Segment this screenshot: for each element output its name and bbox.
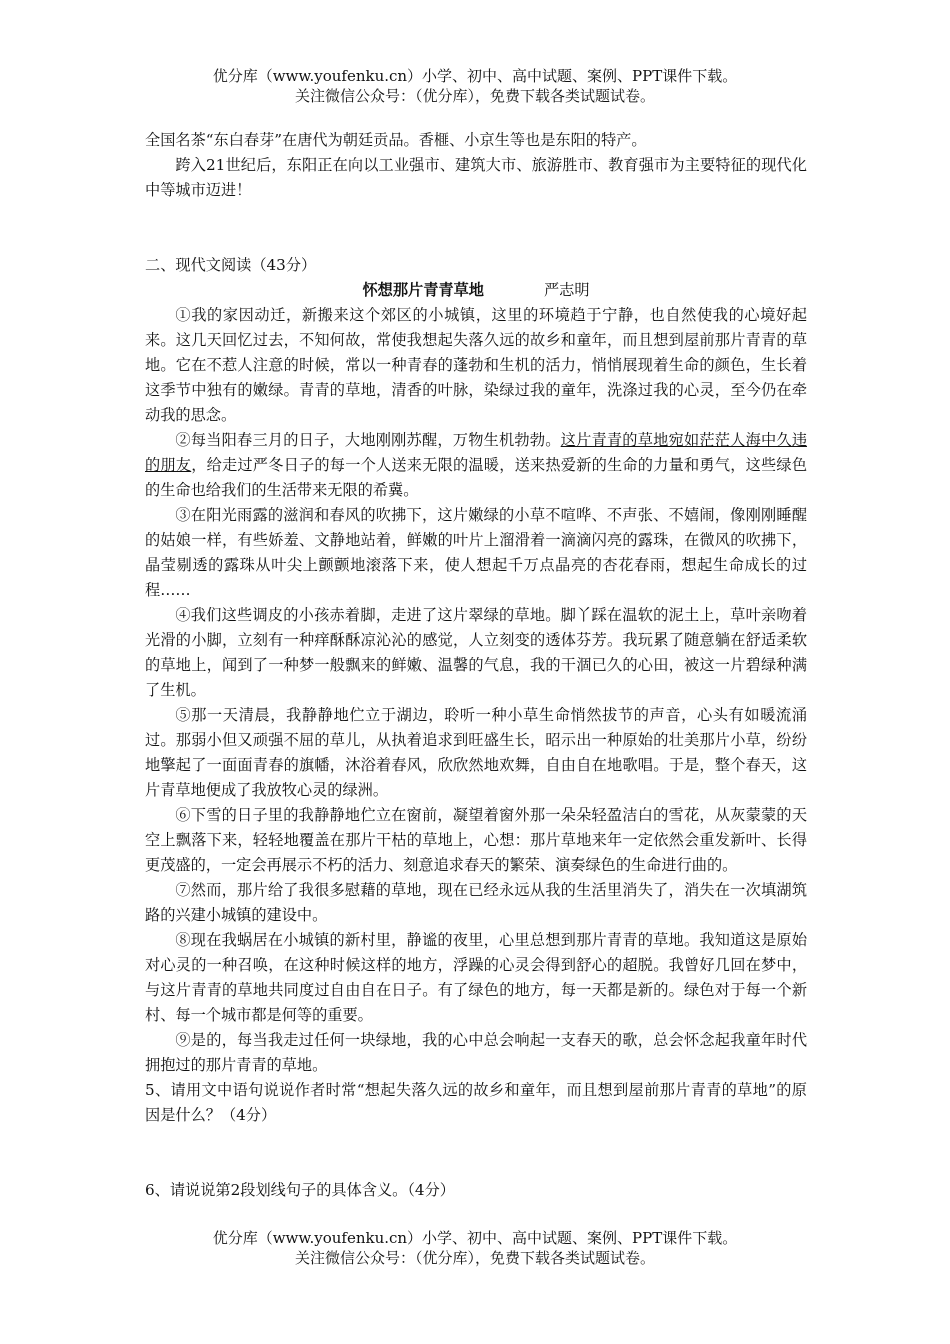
footer-line-1: 优分库（www.youfenku.cn）小学、初中、高中试题、案例、PPT课件下载。 xyxy=(212,1229,738,1247)
header-line-2: 关注微信公众号：（优分库），免费下载各类试题试卷。 xyxy=(294,87,655,105)
article-paragraph-9: ⑨是的，每当我走过任何一块绿地，我的心中总会响起一支春天的歌，总会怀念起我童年时代拥抱过的那片青青的草地。 xyxy=(145,1031,807,1074)
paragraph-2-text-rest: ，给走过严冬日子的每一个人送来无限的温暖，送来热爱新的生命的力量和勇气，这些绿色的生命也给我们的生活带来无限的希冀。 xyxy=(145,456,808,499)
footer-line-2: 关注微信公众号：（优分库），免费下载各类试题试卷。 xyxy=(294,1249,655,1267)
header-line-1: 优分库（www.youfenku.cn）小学、初中、高中试题、案例、PPT课件下载。 xyxy=(212,67,738,85)
page-header xyxy=(0,66,950,106)
article-title-row xyxy=(145,278,807,303)
article-paragraph-1: ①我的家因动迁，新搬来这个郊区的小城镇，这里的环境趋于宁静，也自然使我的心境好起来。这几天回忆过去，不知何故，常使我想起失落久远的故乡和童年，而且想到屋前那片青青的草地。它在不惹人注意的时候，常以一种青春的蓬勃和生机的活力，悄悄展现着生命的颜色，生长着这季节中独有的嫩绿。青青的草地，清香的叶脉，染绿过我的童年，洗涤过我的心灵，至今仍在牵动我的思念。 xyxy=(145,306,807,424)
question-5: 5、请用文中语句说说作者时常“想起失落久远的故乡和童年，而且想到屋前那片青青的草地”的原因是什么？（4分） xyxy=(145,1081,807,1124)
question-6: 6、请说说第2段划线句子的具体含义。（4分） xyxy=(145,1181,455,1199)
article-paragraph-2 xyxy=(145,428,807,503)
section-heading: 二、现代文阅读（43分） xyxy=(145,256,317,274)
intro-paragraph-1: 全国名茶“东白春芽”在唐代为朝廷贡品。香榧、小京生等也是东阳的特产。 xyxy=(145,131,647,149)
intro-paragraph-2: 跨入21世纪后，东阳正在向以工业强市、建筑大市、旅游胜市、教育强市为主要特征的现代化中等城市迈进！ xyxy=(145,156,807,199)
article-author: 严志明 xyxy=(543,281,590,299)
paragraph-2-text: ②每当阳春三月的日子，大地刚刚苏醒，万物生机勃勃。 xyxy=(175,431,561,449)
article-paragraph-6: ⑥下雪的日子里的我静静地伫立在窗前，凝望着窗外那一朵朵轻盈洁白的雪花，从灰蒙蒙的天空上飘落下来，轻轻地覆盖在那片干枯的草地上，心想：那片草地来年一定依然会重发新叶、长得更茂盛的，一定会再展示不朽的活力、刻意追求春天的繁荣、演奏绿色的生命进行曲的。 xyxy=(145,806,807,874)
article-paragraph-7: ⑦然而，那片给了我很多慰藉的草地，现在已经永远从我的生活里消失了，消失在一次填湖筑路的兴建小城镇的建设中。 xyxy=(145,881,807,924)
document-body xyxy=(145,128,807,1203)
page-footer xyxy=(0,1228,950,1268)
article-paragraph-4: ④我们这些调皮的小孩赤着脚，走进了这片翠绿的草地。脚丫踩在温软的泥土上，草叶亲吻着光滑的小脚，立刻有一种痒酥酥凉沁沁的感觉，人立刻变的透体芬芳。我玩累了随意躺在舒适柔软的草地上，闻到了一种梦一般飘来的鲜嫩、温馨的气息，我的干涸已久的心田，被这一片碧绿种满了生机。 xyxy=(145,606,807,699)
article-paragraph-3: ③在阳光雨露的滋润和春风的吹拂下，这片嫩绿的小草不喧哗、不声张、不嬉闹，像刚刚睡醒的姑娘一样，有些娇羞、文静地站着，鲜嫩的叶片上溜滑着一滴滴闪亮的露珠，在微风的吹拂下，晶莹剔透的露珠从叶尖上颤颤地滚落下来，使人想起千万点晶亮的杏花春雨，想起生命成长的过程…… xyxy=(145,506,807,599)
underlined-sentence: 这片青青的草地宛如茫茫人海中久违的朋友 xyxy=(145,431,808,474)
article-title: 怀想那片青青草地 xyxy=(362,281,484,299)
article-paragraph-8: ⑧现在我蜗居在小城镇的新村里，静谧的夜里，心里总想到那片青青的草地。我知道这是原始对心灵的一种召唤，在这种时候这样的地方，浮躁的心灵会得到舒心的超脱。我曾好几回在梦中，与这片青青的草地共同度过自由自在日子。有了绿色的地方，每一天都是新的。绿色对于每一个新村、每一个城市都是何等的重要。 xyxy=(145,931,807,1024)
article-paragraph-5: ⑤那一天清晨，我静静地伫立于湖边，聆听一种小草生命悄然拔节的声音，心头有如暖流涌过。那弱小但又顽强不屈的草儿，从执着追求到旺盛生长，昭示出一种原始的壮美那片小草，纷纷地擎起了一面面青春的旗幡，沐浴着春风，欣欣然地欢舞，自由自在地歌唱。于是，整个春天，这片青草地便成了我放牧心灵的绿洲。 xyxy=(145,706,807,799)
